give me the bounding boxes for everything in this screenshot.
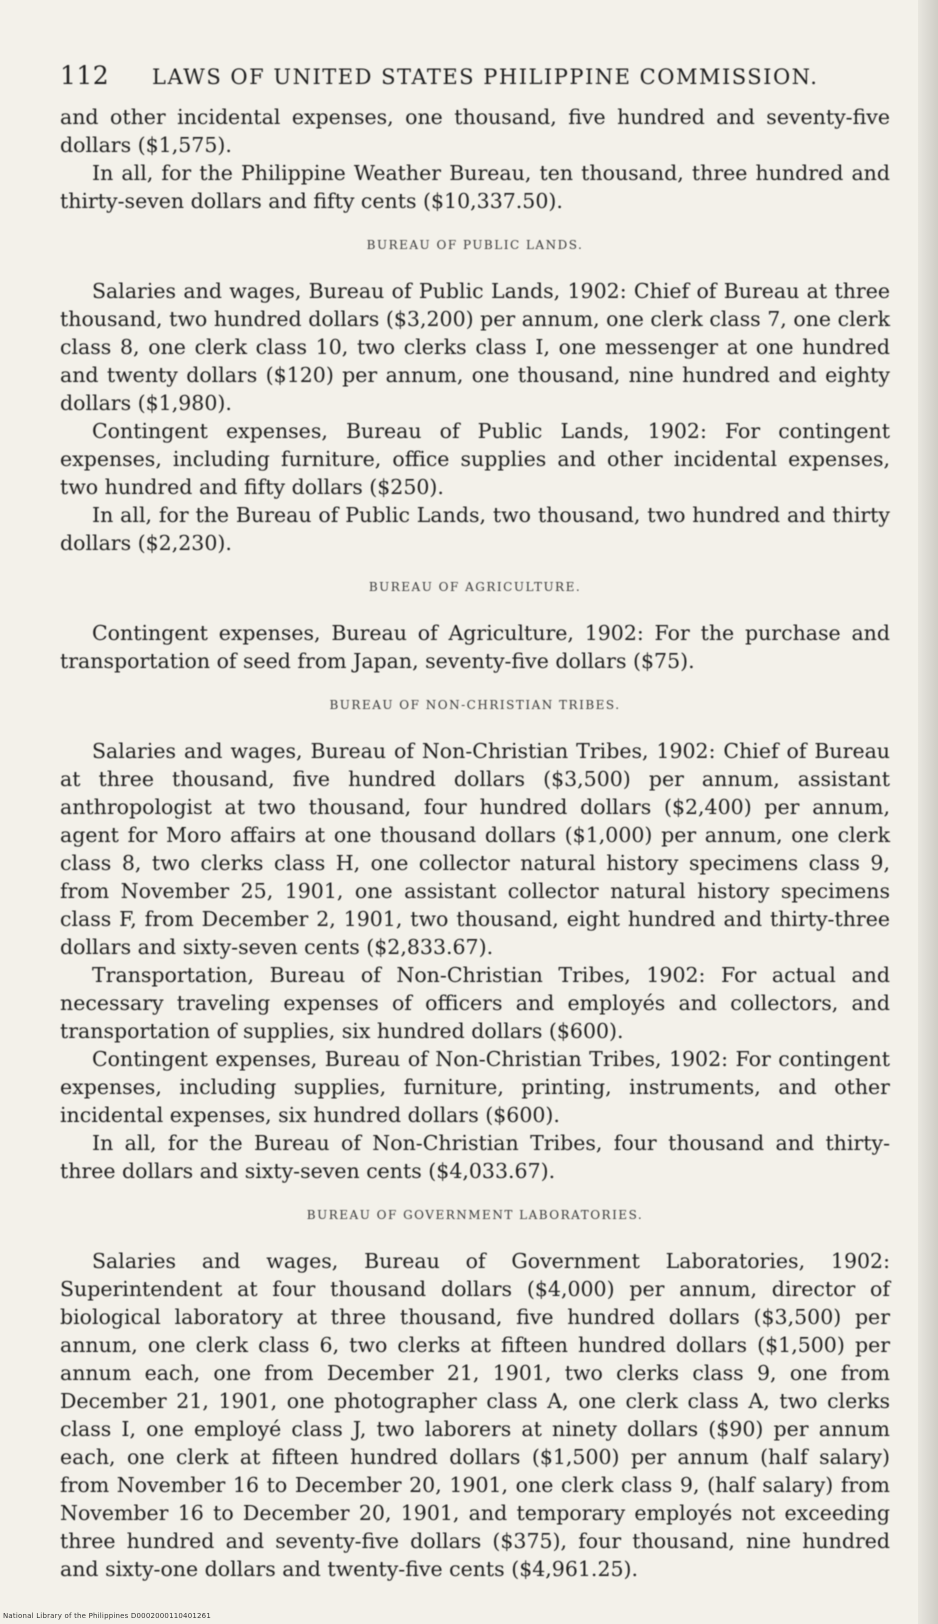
paragraph-non-christian-transportation: Transportation, Bureau of Non-Christian Tribes, 1902: For actual and necessary traveling expenses of officers and employés and collectors, and transportation of supplies, six hundred dollars ($600). [60, 963, 890, 1043]
page-number: 112 [60, 61, 110, 90]
section-heading-public-lands: BUREAU OF PUBLIC LANDS. [366, 238, 584, 252]
running-title: LAWS OF UNITED STATES PHILIPPINE COMMISSION. [152, 65, 819, 89]
page-content [60, 62, 890, 1583]
paragraph-public-lands-total: In all, for the Bureau of Public Lands, two thousand, two hundred and thirty dollars ($2,230). [60, 503, 890, 555]
section-heading-agriculture: BUREAU OF AGRICULTURE. [368, 580, 582, 594]
section-heading-non-christian-tribes: BUREAU OF NON-CHRISTIAN TRIBES. [329, 698, 621, 712]
paragraph-public-lands-salaries: Salaries and wages, Bureau of Public Lands, 1902: Chief of Bureau at three thousand, two hundred dollars ($3,200) per annum, one clerk class 7, one clerk class 8, one clerk class 10, two clerks class I, one messenger at one hundred and twenty dollars ($120) per annum, one thousand, nine hundred and eighty dollars ($1,980). [60, 279, 890, 415]
page-edge-shadow [918, 0, 938, 1624]
paragraph-agriculture-contingent: Contingent expenses, Bureau of Agriculture, 1902: For the purchase and transportation of seed from Japan, seventy-five dollars ($75). [60, 621, 890, 673]
paragraph-weather-total: In all, for the Philippine Weather Bureau, ten thousand, three hundred and thirty-seven dollars and fifty cents ($10,337.50). [60, 161, 890, 213]
footer-library-stamp: National Library of the Philippines D0002000110401261 [3, 1612, 211, 1620]
running-head [60, 62, 890, 91]
paragraph-government-laboratories-salaries: Salaries and wages, Bureau of Government Laboratories, 1902: Superintendent at four thousand dollars ($4,000) per annum, director of biological laboratory at three thousand, five hundred dollars ($3,500) per annum, one clerk class 6, two clerks at fifteen hundred dollars ($1,500) per annum each, one from December 21, 1901, two clerks class 9, one from December 21, 1901, one photographer class A, one clerk class A, two clerks class I, one employé class J, two laborers at ninety dollars ($90) per annum each, one clerk at fifteen hundred dollars ($1,500) per annum (half salary) from November 16 to December 20, 1901, one clerk class 9, (half salary) from November 16 to December 20, 1901, and temporary employés not exceeding three hundred and seventy-five dollars ($375), four thousand, nine hundred and sixty-one dollars and twenty-five cents ($4,961.25). [60, 1249, 890, 1581]
section-heading-government-laboratories: BUREAU OF GOVERNMENT LABORATORIES. [306, 1208, 644, 1222]
paragraph-weather-expenses: and other incidental expenses, one thousand, five hundred and seventy-five dollars ($1,575). [60, 105, 890, 157]
paragraph-non-christian-contingent: Contingent expenses, Bureau of Non-Christian Tribes, 1902: For contingent expenses, including supplies, furniture, printing, instruments, and other incidental expenses, six hundred dollars ($600). [60, 1047, 890, 1127]
paragraph-public-lands-contingent: Contingent expenses, Bureau of Public Lands, 1902: For contingent expenses, including furniture, office supplies and other incidental expenses, two hundred and fifty dollars ($250). [60, 419, 890, 499]
paragraph-non-christian-total: In all, for the Bureau of Non-Christian Tribes, four thousand and thirty-three dollars and sixty-seven cents ($4,033.67). [60, 1131, 890, 1183]
paragraph-non-christian-salaries: Salaries and wages, Bureau of Non-Christian Tribes, 1902: Chief of Bureau at three thousand, five hundred dollars ($3,500) per annum, assistant anthropologist at two thousand, four hundred dollars ($2,400) per annum, agent for Moro affairs at one thousand dollars ($1,000) per annum, one clerk class 8, two clerks class H, one collector natural history specimens class 9, from November 25, 1901, one assistant collector natural history specimens class F, from December 2, 1901, two thousand, eight hundred and thirty-three dollars and sixty-seven cents ($2,833.67). [60, 739, 890, 959]
